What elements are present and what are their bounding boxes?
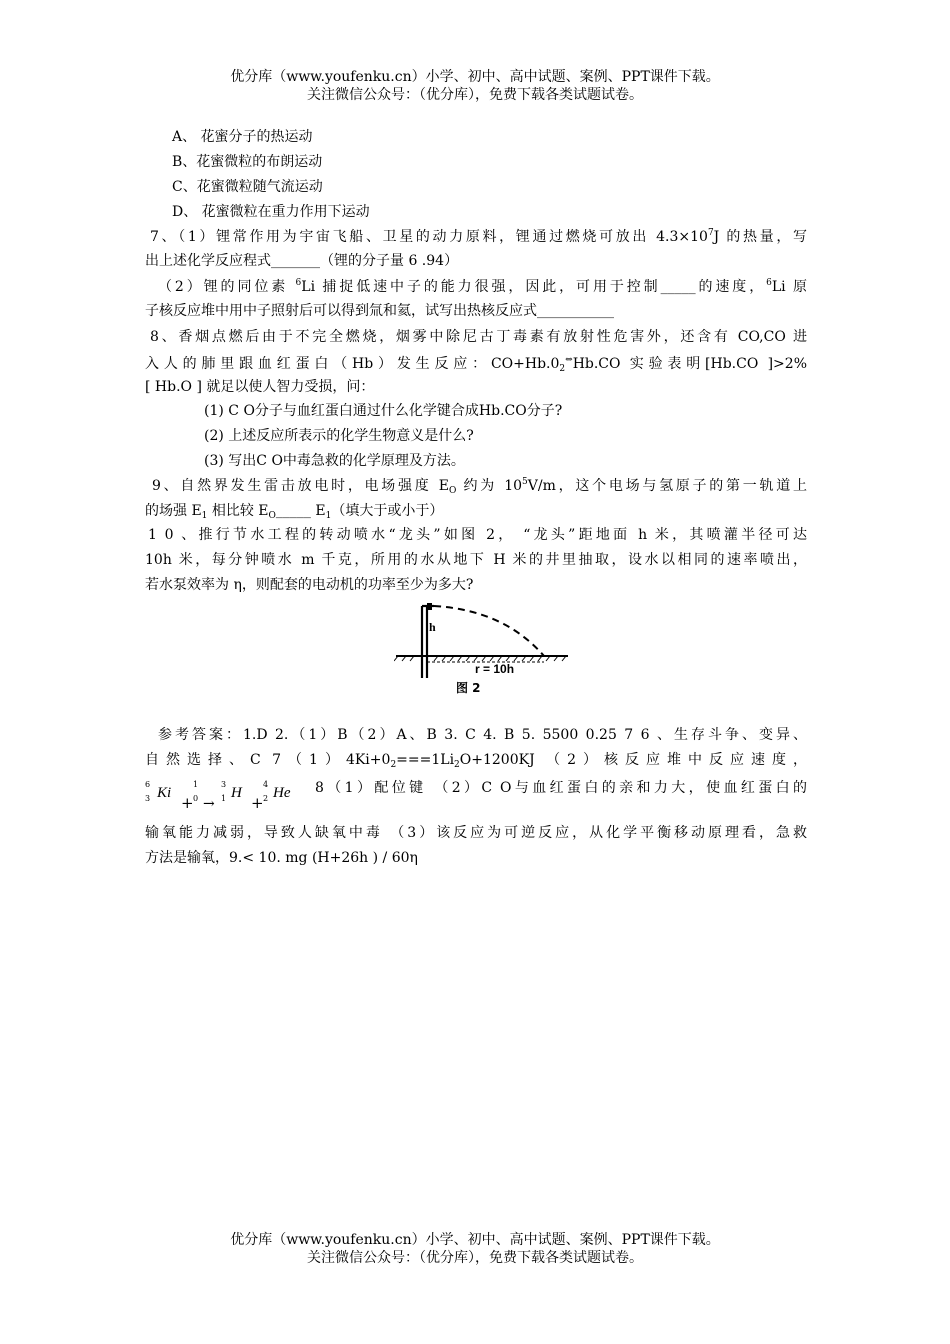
q10-line2: 10h 米，每分钟喷水 m 千克，所用的水从地下 H 米的井里抽取，设水以相同的速率喷出，	[145, 552, 807, 568]
answers-line5: 方法是输氧，9.< 10. mg (H+26h ) / 60η	[145, 850, 418, 866]
q8-sub1: (1) C O分子与血红蛋白通过什么化学键合成Hb.CO分子?	[204, 403, 563, 419]
answers-line1: 参考答案：1.D 2.（1）B（2）A、B 3. C 4. B 5. 5500 0.25 7 6 、生存斗争、变异、	[158, 727, 807, 743]
page-header-line1: 优分库（www.youfenku.cn）小学、初中、高中试题、案例、PPT课件下载。	[230, 69, 720, 85]
q7-line3: （2）锂的同位素 $^6$Li 捕捉低速中子的能力很强，因此，可用于控制_____的速度，$^6$Li 原	[158, 278, 807, 295]
sprinkler-pipe	[422, 603, 434, 678]
nuclear-reaction-equation: 6 3 Ki + 1 0 → 3 1 H + 4 2 He	[145, 780, 291, 812]
answers-line2: 自然选择、C $7(1)4Ki+0_2===1Li_2O+1200KJ$ （2）核反应堆中反应速度，	[145, 752, 808, 770]
option-c: C、花蜜微粒随气流运动	[172, 179, 323, 195]
answers-line4: 输氧能力减弱，导致人缺氧中毒 （3）该反应为可逆反应，从化学平衡移动原理看，急救	[145, 825, 807, 841]
option-d: D、 花蜜微粒在重力作用下运动	[172, 204, 370, 220]
q7-line1: 7、（1）锂常作用为宇宙飞船、卫星的动力原料，锂通过燃烧可放出 $4.3\times 10^7J$ 的热量，写	[150, 228, 807, 245]
page-header-line2: 关注微信公众号：（优分库），免费下载各类试题试卷。	[307, 87, 643, 103]
figure-2-sprinkler-diagram	[394, 598, 570, 700]
q9-line2: 的场强 $E_1$ 相比较 $E_O\_\_\_\_\_$ $E_1$（填大于或小于）	[145, 503, 444, 521]
answers-line3: 8（1）配位键 （2）C O与血红蛋白的亲和力大，使血红蛋白的	[315, 780, 807, 796]
q8-sub3: (3) 写出C O中毒急救的化学原理及方法。	[204, 453, 465, 469]
q8-line3: [ Hb.O ] 就足以使人智力受损，问：	[145, 379, 375, 395]
q10-line3: 若水泵效率为 η，则配套的电动机的功率至少为多大?	[145, 577, 474, 593]
q9-line1: 9、自然界发生雷击放电时，电场强度 $E_O$ 约为 $10^5V/m$，这个电场与氢原子的第一轨道上	[152, 477, 808, 496]
q8-line1: 8、香烟点燃后由于不完全燃烧，烟雾中除尼古丁毒素有放射性危害外，还含有 CO,CO 进	[150, 329, 807, 345]
figure-caption: 图 2	[456, 681, 481, 695]
q7-line4: 子核反应堆中用中子照射后可以得到氚和氦，试写出热核反应式___________	[145, 303, 614, 319]
q7-line2: 出上述化学反应程式_______（锂的分子量 6 .94）	[145, 253, 459, 269]
water-trajectory-dashed-arc	[434, 606, 544, 656]
page-footer-line2: 关注微信公众号：（优分库），免费下载各类试题试卷。	[307, 1250, 643, 1266]
q10-line1: 1 0 、推行节水工程的转动喷水“龙头”如图 2， “龙头”距地面 h 米，其喷灌半径可达	[148, 527, 807, 543]
height-label: h	[429, 620, 436, 634]
option-b: B、花蜜微粒的布朗运动	[172, 154, 323, 170]
radius-label: r = 10h	[475, 662, 515, 676]
ground-line	[394, 656, 568, 661]
q8-line2: 入人的肺里跟血红蛋白（Hb）发生反应：$CO+Hb.0_2^\Leftrightarrow Hb.CO$ 实验表明[Hb.CO ]>2%	[145, 355, 807, 374]
page-footer-line1: 优分库（www.youfenku.cn）小学、初中、高中试题、案例、PPT课件下载。	[230, 1232, 720, 1248]
option-a: A、 花蜜分子的热运动	[172, 129, 313, 145]
q8-sub2: (2) 上述反应所表示的化学生物意义是什么?	[204, 428, 474, 444]
